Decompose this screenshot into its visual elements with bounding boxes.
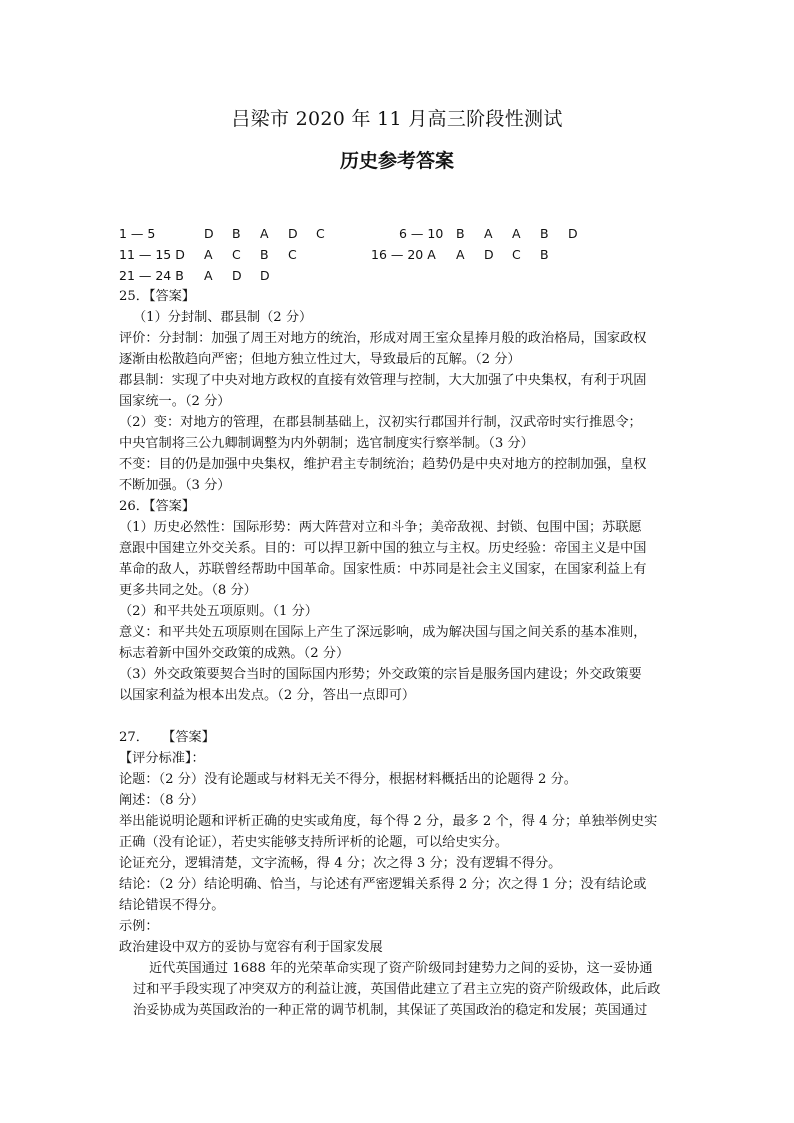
question-range: 21 — 24 B [119,268,184,283]
answer-line: 阐述：（8 分） [119,793,205,808]
answer-line: （1）分封制、郡县制（2 分） [133,310,313,325]
answer-letter: D [232,268,242,283]
answer-line: 结论错误不得分。 [119,898,225,913]
answer-line: （2）变：对地方的管理，在郡县制基础上，汉初实行郡国并行制，汉武帝时实行推恩令； [119,415,642,430]
answer-line: 革命的敌人，苏联曾经帮助中国革命。国家性质：中苏同是社会主义国家，在国家利益上有 [119,562,647,577]
essay-line: 过和平手段实现了冲突双方的利益让渡，英国借此建立了君主立宪的资产阶级政体，此后政 [133,982,661,997]
answer-letter: A [204,268,213,283]
answer-letter: B [540,226,549,241]
answer-letter: A [260,226,269,241]
essay-line: 近代英国通过 1688 年的光荣革命实现了资产阶级同封建势力之间的妥协，这一妥协通 [149,961,653,976]
section-heading-27: 27． 【答案】 [119,730,215,745]
answer-line: 结论：（2 分）结论明确、恰当，与论述有严密逻辑关系得 2 分；次之得 1 分；没有结论或 [119,877,647,892]
question-range: 11 — 15 D [119,247,185,262]
answer-letter: C [288,247,297,262]
answer-line: （2）和平共处五项原则。（1 分） [119,604,318,619]
answer-line: 【评分标准】： [119,751,205,766]
answer-line: 不断加强。（3 分） [119,478,231,493]
answer-line: 意跟中国建立外交关系。目的：可以捍卫新中国的独立与主权。历史经验：帝国主义是中国 [119,541,647,556]
answer-line: 举出能说明论题和评析正确的史实或角度，每个得 2 分，最多 2 个，得 4 分；单独举例史实 [119,814,658,829]
answer-letter: A [204,247,213,262]
blank-line [119,706,679,727]
question-range: 16 — 20 A [371,247,436,262]
answer-body [119,286,679,1021]
essay-line: 治妥协成为英国政治的一种正常的调节机制，其保证了英国政治的稳定和发展；英国通过 [133,1003,648,1018]
answer-line: 不变：目的仍是加强中央集权，维护君主专制统治；趋势仍是中央对地方的控制加强，皇权 [119,457,647,472]
answer-line: 论题：（2 分）没有论题或与材料无关不得分，根据材料概括出的论题得 2 分。 [119,772,577,787]
answer-letter: B [540,247,549,262]
answer-letter: D [288,226,298,241]
answer-letter: A [484,226,493,241]
answer-letter: A [456,247,465,262]
answer-letter: C [512,247,521,262]
section-heading-26: 26．【答案】 [119,499,196,514]
answer-letter: A [512,226,521,241]
essay-title: 政治建设中双方的妥协与宽容有利于国家发展 [119,940,383,955]
answer-letter: B [232,226,241,241]
answer-letter: B [456,226,465,241]
answer-line: 标志着新中国外交政策的成熟。（2 分） [119,646,350,661]
answer-line: 示例： [119,919,159,934]
answer-line: （3）外交政策要契合当时的国际国内形势；外交政策的宗旨是服务国内建设；外交政策要 [119,667,642,682]
answer-line: 正确（没有论证），若史实能够支持所评析的论题，可以给史实分。 [119,835,509,850]
answer-line: 以国家利益为根本出发点。（2 分，答出一点即可） [119,688,416,703]
answer-letter: B [260,247,269,262]
answer-letter: D [204,226,214,241]
section-heading-25: 25．【答案】 [119,289,196,304]
question-range: 6 — 10 [399,226,444,241]
answer-letter: C [232,247,241,262]
question-range: 1 — 5 [119,226,156,241]
document-subtitle: 历史参考答案 [339,150,454,172]
answer-line: 逐渐由松散趋向严密；但地方独立性过大，导致最后的瓦解。（2 分） [119,352,521,367]
answer-line: 国家统一。（2 分） [119,394,231,409]
answer-line: 意义：和平共处五项原则在国际上产生了深远影响，成为解决国与国之间关系的基本准则， [119,625,647,640]
answer-letter: D [568,226,578,241]
answer-line: 郡县制：实现了中央对地方政权的直接有效管理与控制，大大加强了中央集权，有利于巩固 [119,373,647,388]
answer-line: 论证充分，逻辑清楚，文字流畅，得 4 分；次之得 3 分；没有逻辑不得分。 [119,856,562,871]
answer-letter: C [316,226,325,241]
answer-letter: D [260,268,270,283]
answer-line: （1）历史必然性：国际形势：两大阵营对立和斗争；美帝敌视、封锁、包围中国；苏联愿 [119,520,642,535]
answer-letter: D [484,247,494,262]
answer-line: 更多共同之处。（8 分） [119,583,257,598]
document-title: 吕梁市 2020 年 11 月高三阶段性测试 [231,108,563,130]
answer-line: 中央官制将三公九卿制调整为内外朝制；选官制度实行察举制。（3 分） [119,436,534,451]
answer-line: 评价：分封制：加强了周王对地方的统治，形成对周王室众星捧月般的政治格局，国家政权 [119,331,647,346]
